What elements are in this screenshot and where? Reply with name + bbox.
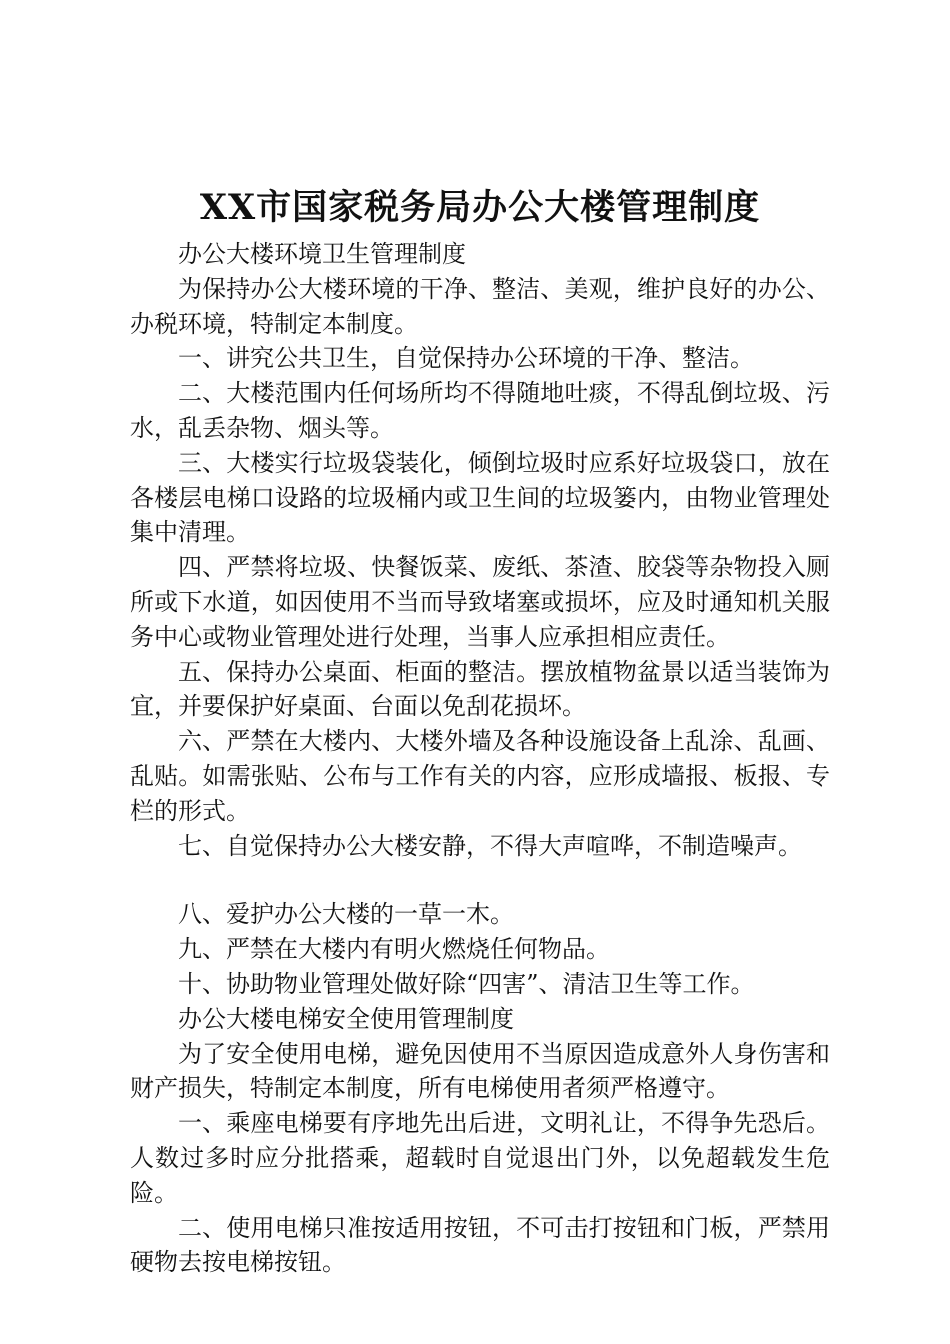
- paragraph: 一、讲究公共卫生，自觉保持办公环境的干净、整洁。: [178, 344, 754, 373]
- paragraph: 办公大楼环境卫生管理制度: [178, 240, 466, 268]
- blank-line: [130, 863, 830, 897]
- paragraph: 一、乘座电梯要有序地先出后进，文明礼让，不得争先恐后。人数过多时应分批搭乘，超载时自觉退出门外，以免超载发生危险。: [130, 1109, 830, 1207]
- paragraph: 五、保持办公桌面、柜面的整洁。摆放植物盆景以适当装饰为宜，并要保护好桌面、台面以免刮花损坏。: [130, 657, 830, 721]
- paragraph: 办公大楼电梯安全使用管理制度: [178, 1004, 514, 1033]
- paragraph: 二、大楼范围内任何场所均不得随地吐痰，不得乱倒垃圾、污水，乱丢杂物、烟头等。: [130, 379, 830, 442]
- paragraph: 二、使用电梯只准按适用按钮，不可击打按钮和门板，严禁用硬物去按电梯按钮。: [130, 1213, 830, 1277]
- paragraph: 八、爱护办公大楼的一草一木。: [178, 900, 514, 929]
- paragraph: 六、严禁在大楼内、大楼外墙及各种设施设备上乱涂、乱画、乱贴。如需张贴、公布与工作有关的内容，应形成墙报、板报、专栏的形式。: [130, 727, 830, 825]
- paragraph: 十、协助物业管理处做好除“四害”、清洁卫生等工作。: [178, 969, 755, 998]
- paragraph: 三、大楼实行垃圾袋装化，倾倒垃圾时应系好垃圾袋口，放在各楼层电梯口设路的垃圾桶内或卫生间的垃圾篓内，由物业管理处集中清理。: [130, 448, 830, 547]
- paragraph: 九、严禁在大楼内有明火燃烧任何物品。: [178, 935, 610, 964]
- paragraph: 为了安全使用电梯，避免因使用不当原因造成意外人身伤害和财产损失，特制定本制度，所有电梯使用者须严格遵守。: [130, 1039, 830, 1103]
- document-page: [130, 185, 830, 1280]
- paragraph: 四、严禁将垃圾、快餐饭菜、废纸、茶渣、胶袋等杂物投入厕所或下水道，如因使用不当而导致堵塞或损坏，应及时通知机关服务中心或物业管理处进行处理，当事人应承担相应责任。: [130, 553, 830, 651]
- paragraph: 为保持办公大楼环境的干净、整洁、美观，维护良好的办公、办税环境，特制定本制度。: [130, 274, 830, 338]
- paragraph: 七、自觉保持办公大楼安静，不得大声喧哗，不制造噪声。: [178, 831, 802, 860]
- document-title: XX市国家税务局办公大楼管理制度: [199, 187, 761, 228]
